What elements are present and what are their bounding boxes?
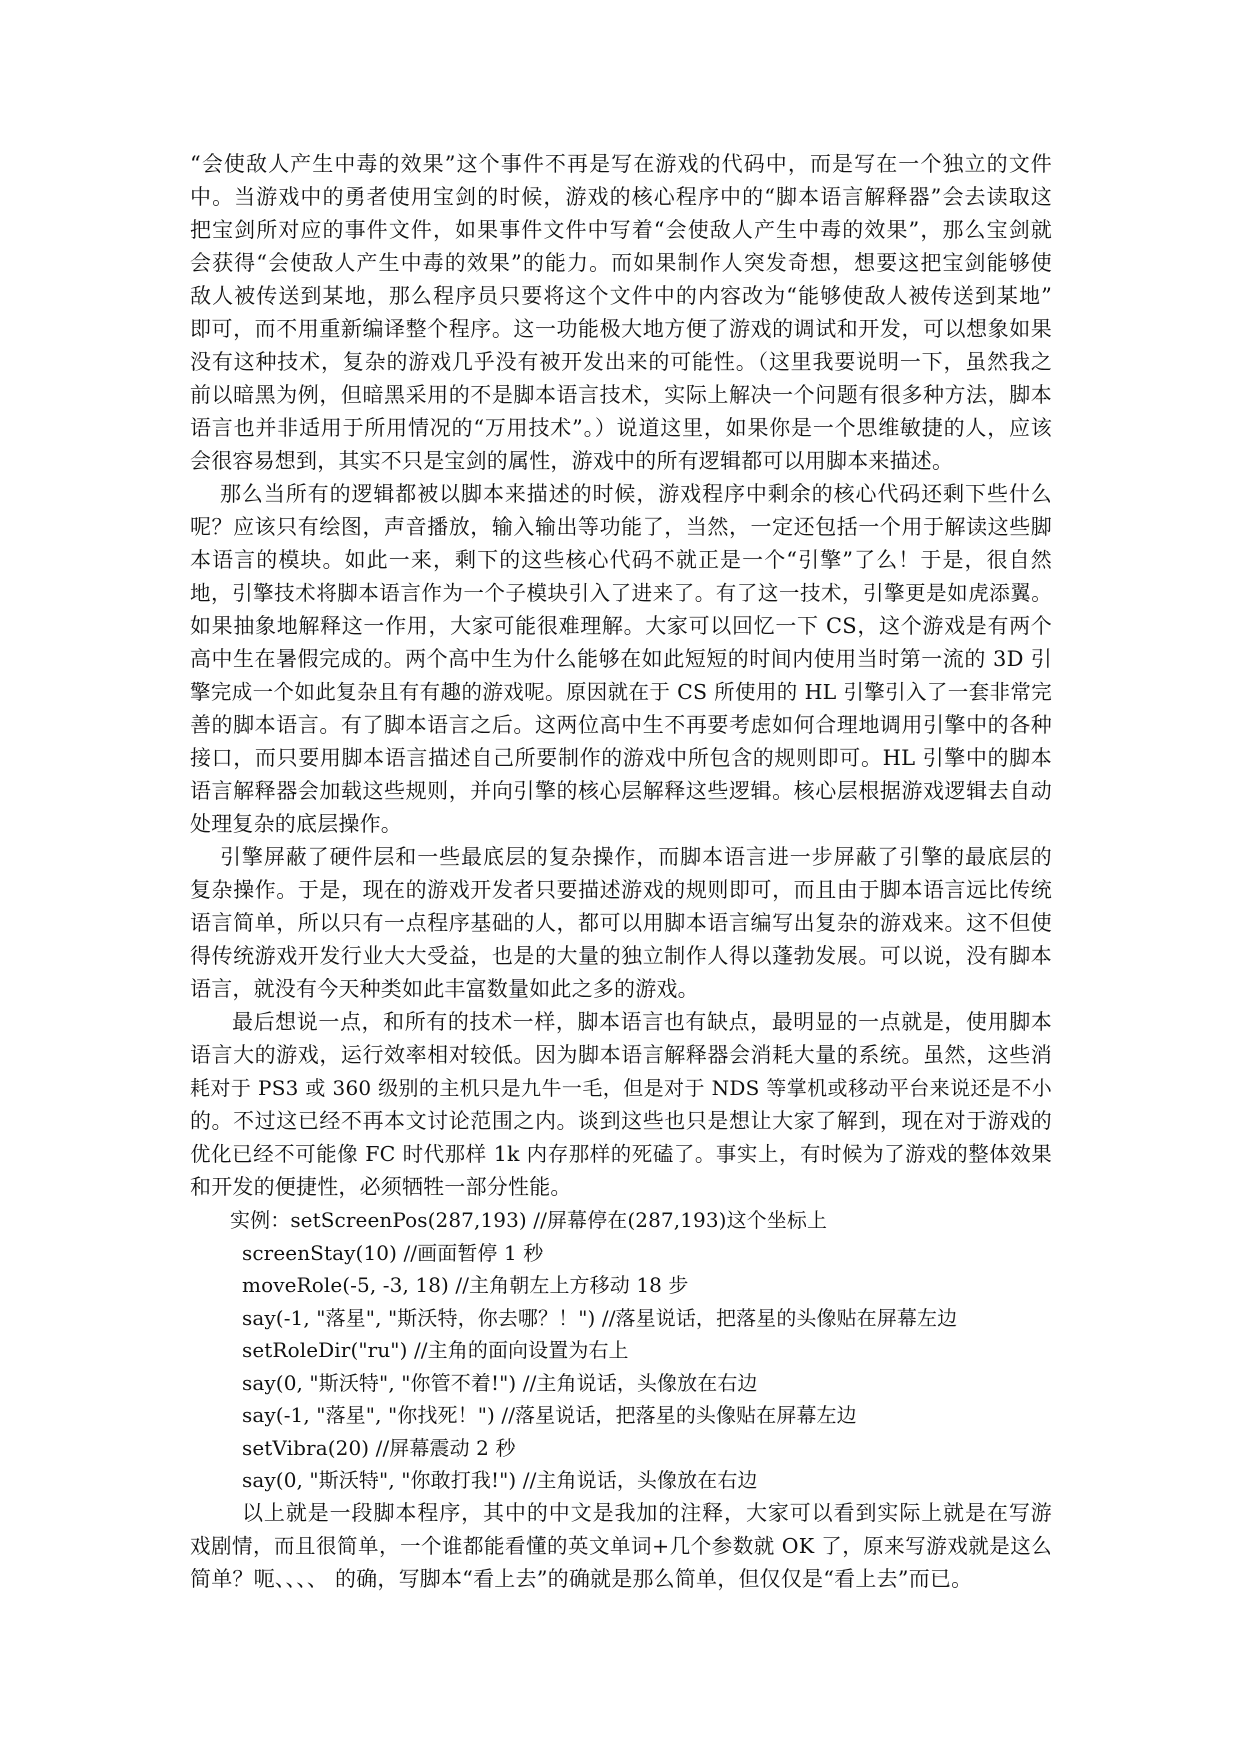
text-line: 语言也并非适用于所用情况的“万用技术”。）说道这里，如果你是一个思维敏捷的人，应该 xyxy=(190,416,1052,440)
text-line: 会获得“会使敌人产生中毒的效果”的能力。而如果制作人突发奇想，想要这把宝剑能够使 xyxy=(190,251,1052,275)
text-line: 语言大的游戏，运行效率相对较低。因为脚本语言解释器会消耗大量的系统。虽然，这些消 xyxy=(190,1043,1052,1067)
document-page xyxy=(190,148,1052,1596)
text-line: 语言解释器会加载这些规则，并向引擎的核心层解释这些逻辑。核心层根据游戏逻辑去自动 xyxy=(190,779,1052,803)
text-line: 戏剧情，而且很简单，一个谁都能看懂的英文单词+几个参数就 OK 了，原来写游戏就是这么 xyxy=(190,1533,1052,1558)
closing-paragraph xyxy=(190,1497,1052,1596)
code-line: screenStay(10) //画面暂停 1 秒 xyxy=(242,1240,544,1265)
text-line: 简单？呃、、、、 的确，写脚本“看上去”的确就是那么简单，但仅仅是“看上去”而已。 xyxy=(190,1566,973,1591)
text-line: 善的脚本语言。有了脚本语言之后。这两位高中生不再要考虑如何合理地调用引擎中的各种 xyxy=(190,713,1052,737)
text-line: 高中生在暑假完成的。两个高中生为什么能够在如此短短的时间内使用当时第一流的 3D 引 xyxy=(190,647,1052,671)
text-line: 得传统游戏开发行业大大受益，也是的大量的独立制作人得以蓬勃发展。可以说，没有脚本 xyxy=(190,944,1052,968)
paragraph-3 xyxy=(190,841,1052,1006)
text-line: 语言简单，所以只有一点程序基础的人，都可以用脚本语言编写出复杂的游戏来。这不但使 xyxy=(190,911,1052,935)
code-line: setRoleDir("ru") //主角的面向设置为右上 xyxy=(242,1338,629,1362)
paragraph-2 xyxy=(190,478,1052,841)
text-line: 如果抽象地解释这一作用，大家可能很难理解。大家可以回忆一下 CS，这个游戏是有两个 xyxy=(190,614,1052,638)
text-line: 敌人被传送到某地，那么程序员只要将这个文件中的内容改为“能够使敌人被传送到某地” xyxy=(190,284,1052,308)
code-example xyxy=(190,1204,1052,1497)
text-line: 前以暗黑为例，但暗黑采用的不是脚本语言技术，实际上解决一个问题有很多种方法，脚本 xyxy=(190,383,1052,407)
text-line: 复杂操作。于是，现在的游戏开发者只要描述游戏的规则即可，而且由于脚本语言远比传统 xyxy=(190,878,1052,902)
text-line: 会很容易想到，其实不只是宝剑的属性，游戏中的所有逻辑都可以用脚本来描述。 xyxy=(190,449,954,473)
text-line: 接口，而只要用脚本语言描述自己所要制作的游戏中所包含的规则即可。HL 引擎中的脚本 xyxy=(190,746,1052,770)
code-line: moveRole(-5, -3, 18) //主角朝左上方移动 18 步 xyxy=(242,1273,689,1297)
text-line: 呢？应该只有绘图，声音播放，输入输出等功能了，当然，一定还包括一个用于解读这些脚 xyxy=(190,515,1052,539)
text-line: 中。当游戏中的勇者使用宝剑的时候，游戏的核心程序中的“脚本语言解释器”会去读取这 xyxy=(190,185,1052,209)
text-line: 那么当所有的逻辑都被以脚本来描述的时候，游戏程序中剩余的核心代码还剩下些什么 xyxy=(220,482,1052,506)
text-line: 和开发的便捷性，必须牺牲一部分性能。 xyxy=(190,1175,572,1199)
code-line: say(0, "斯沃特", "你管不着!") //主角说话，头像放在右边 xyxy=(242,1370,758,1395)
text-line: 处理复杂的底层操作。 xyxy=(190,812,402,836)
text-line: 地，引擎技术将脚本语言作为一个子模块引入了进来了。有了这一技术，引擎更是如虎添翼。 xyxy=(190,581,1052,605)
paragraph-1 xyxy=(190,148,1052,478)
paragraph-4 xyxy=(190,1006,1052,1204)
text-line: 把宝剑所对应的事件文件，如果事件文件中写着“会使敌人产生中毒的效果”，那么宝剑就 xyxy=(190,218,1052,242)
text-line: 最后想说一点，和所有的技术一样，脚本语言也有缺点，最明显的一点就是，使用脚本 xyxy=(232,1010,1052,1034)
code-example-label: 实例： xyxy=(230,1208,291,1232)
text-line: 语言，就没有今天种类如此丰富数量如此之多的游戏。 xyxy=(190,977,699,1001)
code-line: setVibra(20) //屏幕震动 2 秒 xyxy=(242,1435,516,1460)
text-line: 优化已经不可能像 FC 时代那样 1k 内存那样的死磕了。事实上，有时候为了游戏的整体效果 xyxy=(190,1142,1052,1166)
text-line: 的。不过这已经不再本文讨论范围之内。谈到这些也只是想让大家了解到，现在对于游戏的 xyxy=(190,1109,1052,1133)
code-line xyxy=(190,1204,1052,1237)
text-line: “会使敌人产生中毒的效果”这个事件不再是写在游戏的代码中，而是写在一个独立的文件 xyxy=(190,152,1052,176)
text-line: 擎完成一个如此复杂且有有趣的游戏呢。原因就在于 CS 所使用的 HL 引擎引入了一套非常完 xyxy=(190,680,1052,704)
text-line: 耗对于 PS3 或 360 级别的主机只是九牛一毛，但是对于 NDS 等掌机或移动平台来说还是不小 xyxy=(190,1076,1052,1100)
text-line: 以上就是一段脚本程序，其中的中文是我加的注释，大家可以看到实际上就是在写游 xyxy=(242,1500,1052,1525)
code-text: setScreenPos(287,193) //屏幕停在(287,193)这个坐标上 xyxy=(290,1208,828,1232)
text-line: 引擎屏蔽了硬件层和一些最底层的复杂操作，而脚本语言进一步屏蔽了引擎的最底层的 xyxy=(220,845,1052,869)
code-line: say(-1, "落星", "斯沃特，你去哪？！") //落星说话，把落星的头像贴在屏幕左边 xyxy=(242,1305,958,1330)
code-line: say(0, "斯沃特", "你敢打我!") //主角说话，头像放在右边 xyxy=(242,1468,758,1492)
text-line: 本语言的模块。如此一来，剩下的这些核心代码不就正是一个“引擎”了么！于是，很自然 xyxy=(190,548,1052,572)
text-line: 没有这种技术，复杂的游戏几乎没有被开发出来的可能性。（这里我要说明一下，虽然我之 xyxy=(190,350,1052,374)
text-line: 即可，而不用重新编译整个程序。这一功能极大地方便了游戏的调试和开发，可以想象如果 xyxy=(190,317,1052,341)
code-line: say(-1, "落星", "你找死！") //落星说话，把落星的头像贴在屏幕左边 xyxy=(242,1403,857,1427)
